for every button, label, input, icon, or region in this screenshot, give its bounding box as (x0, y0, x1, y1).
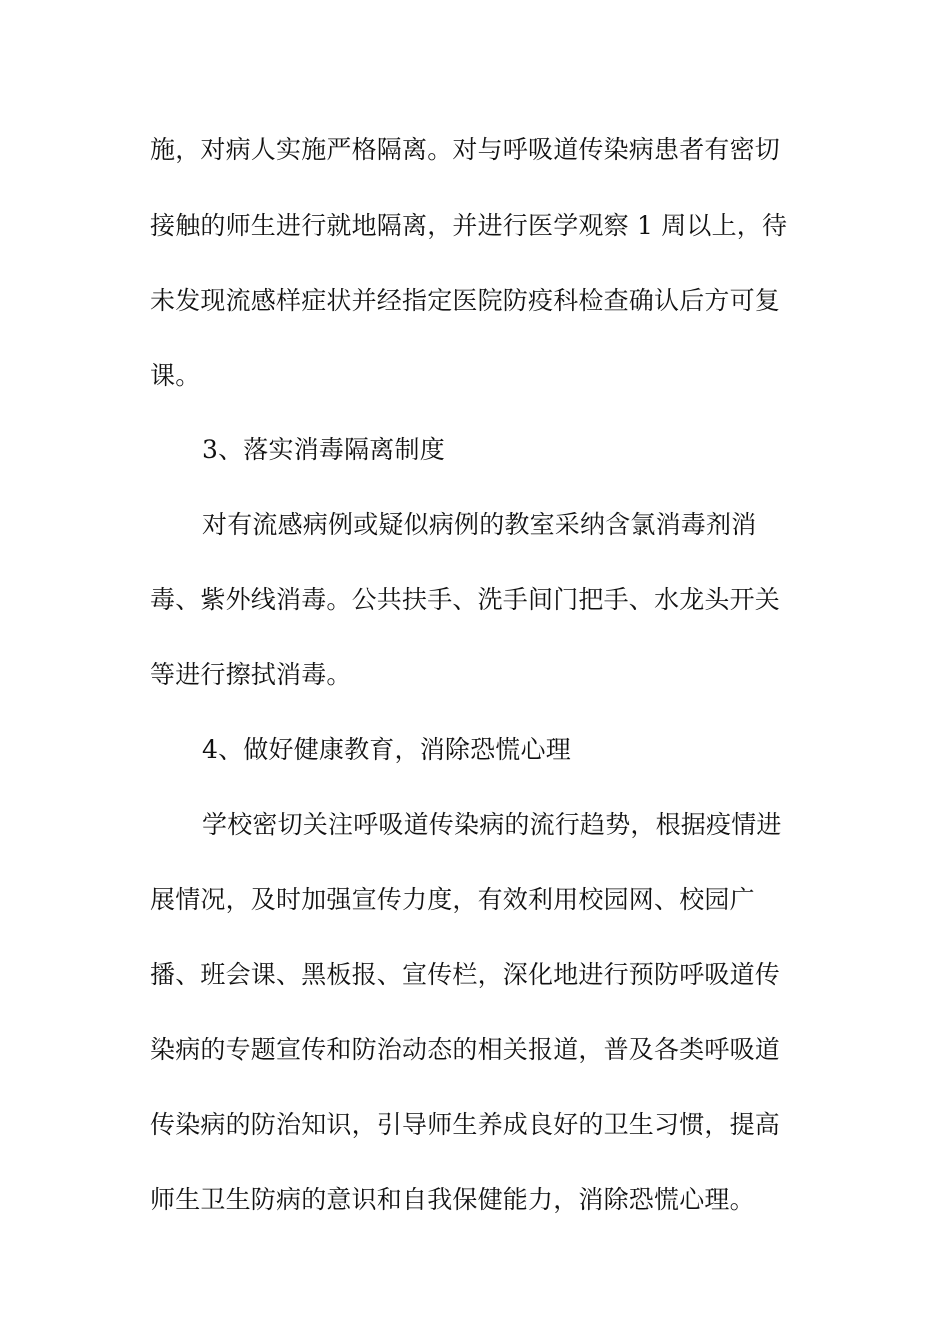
text-line: 展情况，及时加强宣传力度，有效利用校园网、校园广 (150, 885, 755, 914)
text-line: 传染病的防治知识，引导师生养成良好的卫生习惯，提高 (150, 1110, 781, 1139)
text-line: 毒、紫外线消毒。公共扶手、洗手间门把手、水龙头开关 (150, 585, 781, 614)
text-line: 接触的师生进行就地隔离，并进行医学观察 1 周以上，待 (150, 211, 788, 240)
text-line: 施，对病人实施严格隔离。对与呼吸道传染病患者有密切 (150, 135, 781, 164)
text-line: 等进行擦拭消毒。 (150, 660, 352, 689)
text-line: 染病的专题宣传和防治动态的相关报道，普及各类呼吸道 (150, 1035, 781, 1064)
section-heading-4: 4、做好健康教育，消除恐慌心理 (202, 735, 571, 764)
section-heading-3: 3、落实消毒隔离制度 (202, 435, 445, 464)
text-line: 师生卫生防病的意识和自我保健能力，消除恐慌心理。 (150, 1185, 755, 1214)
text-line: 课。 (150, 361, 201, 390)
text-line: 对有流感病例或疑似病例的教室采纳含氯消毒剂消 (202, 510, 757, 539)
text-line: 播、班会课、黑板报、宣传栏，深化地进行预防呼吸道传 (150, 960, 781, 989)
text-line: 学校密切关注呼吸道传染病的流行趋势，根据疫情进 (202, 810, 782, 839)
text-line: 未发现流感样症状并经指定医院防疫科检查确认后方可复 (150, 286, 781, 315)
